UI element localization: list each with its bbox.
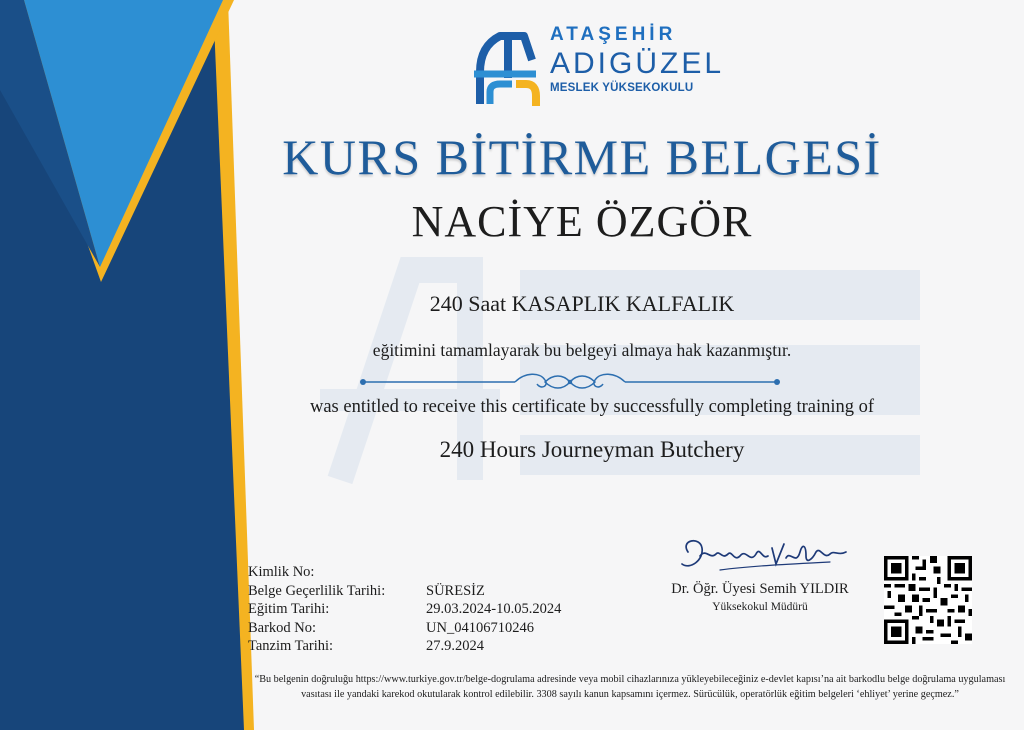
signatory-name: Dr. Öğr. Üyesi Semih YILDIR	[671, 581, 849, 597]
detail-value: UN_04106710246	[426, 619, 534, 636]
course-name-en: 240 Hours Journeyman Butchery	[439, 437, 745, 462]
statement-tr: eğitimini tamamlayarak bu belgeyi almaya hak kazanmıştır.	[372, 340, 792, 360]
detail-value: 27.9.2024	[426, 638, 484, 654]
detail-value: SÜRESİZ	[426, 582, 485, 599]
detail-label: Eğitim Tarihi:	[248, 601, 330, 617]
handwritten-signature	[660, 530, 860, 582]
recipient-name: NACİYE ÖZGÖR	[411, 197, 753, 246]
verification-footnote: “Bu belgenin doğruluğu https://www.turkiye.gov.tr/belge-dogrulama adresinde veya mobil cihazlarınıza yükleyebileceğiniz e-devlet kapısı’na ait barkodlu belge doğrulama uygulaması vasıtası ile yandaki karekod okutularak kontrol edilebilir. 3308 sayılı kanun kapsamını içermez. Sürücülük, operatörlük eğitim belgeleri ‘ehliyet’ yerine geçmez.”	[254, 674, 1006, 700]
qr-code-icon	[884, 556, 972, 644]
flourish-divider	[355, 370, 785, 394]
logo-line-ataşehir: ATAŞEHİR	[550, 24, 677, 45]
logo-line-school: MESLEK YÜKSEKOKULU	[550, 82, 694, 94]
detail-label: Tanzim Tarihi:	[248, 638, 334, 654]
detail-label: Kimlik No:	[248, 564, 315, 580]
certificate-title: KURS BİTİRME BELGESİ	[282, 129, 882, 185]
detail-label: Belge Geçerlilik Tarihi:	[248, 582, 386, 599]
statement-en: was entitled to receive this certificate by successfully completing training of	[309, 397, 875, 417]
signatory-title: Yüksekokul Müdürü	[712, 601, 808, 613]
left-decorative-panel	[0, 0, 260, 730]
course-name-tr: 240 Saat KASAPLIK KALFALIK	[429, 291, 735, 316]
detail-value: 29.03.2024-10.05.2024	[426, 601, 562, 617]
logo-line-adiguzel: ADIGÜZEL	[550, 47, 725, 80]
institution-logo	[470, 22, 725, 114]
detail-label: Barkod No:	[248, 619, 317, 636]
